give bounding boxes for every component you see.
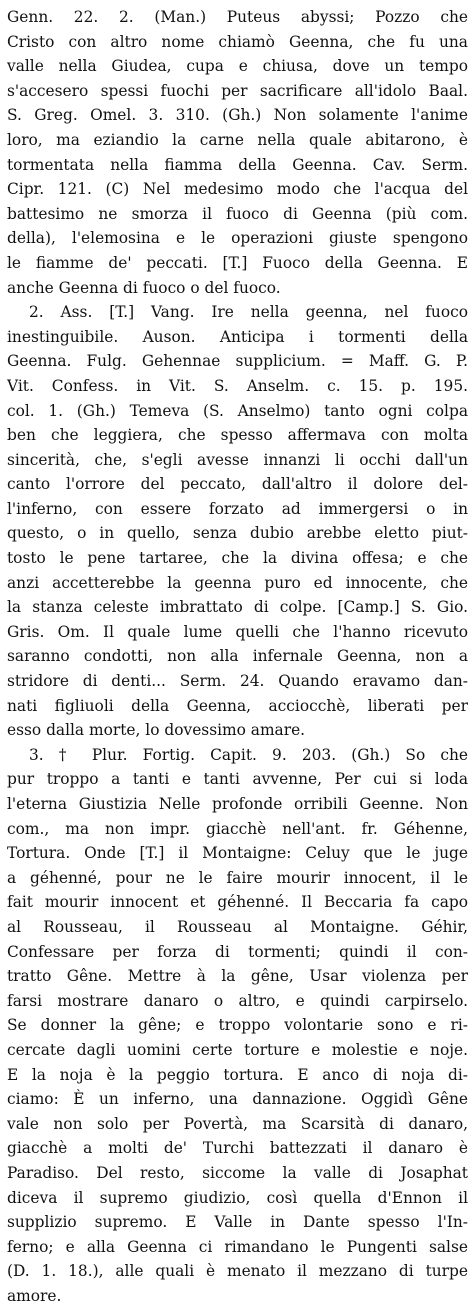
text-line: saranno condotti, non alla infernale Geenna, non a — [7, 647, 468, 666]
text-line: (D. 1. 18.), alle quali è menato il mezzano di turpe — [7, 1262, 468, 1281]
text-line: farsi mostrare danaro o altro, e quindi carpirselo. — [7, 991, 468, 1010]
text-line: pur troppo a tanti e tanti avvenne, Per cui si loda — [7, 770, 468, 789]
text-line: Cipr. 121. (C) Nel medesimo modo che l'acqua del — [7, 180, 468, 199]
entry-geenna-plur — [7, 743, 468, 1308]
text-line: l'eterna Giustizia Nelle profonde orribili Geenne. Non — [7, 795, 468, 813]
text-line: amore. — [7, 1286, 62, 1305]
text-line: la stanza celeste imbrattato di colpe. [Camp.] S. Gio. — [7, 598, 468, 617]
text-line: nati figliuoli della Geenna, acciocchè, liberati per — [7, 696, 468, 715]
text-line: Se donner la gêne; e troppo volontarie sono e ri- — [7, 1016, 468, 1035]
text-line: Confessare per forza di tormenti; quindi il con- — [7, 942, 468, 961]
text-line: ciamo: È un inferno, una dannazione. Oggidì Gêne — [7, 1090, 468, 1109]
text-line: giacchè a molti de' Turchi battezzati il danaro è — [7, 1139, 468, 1158]
text-line: stridore di denti... Serm. 24. Quando eravamo dan- — [7, 672, 468, 691]
text-line: Gris. Om. Il quale lume quelli che l'hanno ricevuto — [7, 622, 468, 641]
text-line: Tortura. Onde [T.] il Montaigne: Celuy que le juge — [7, 844, 468, 863]
text-line: valle nella Giudea, cupa e chiusa, dove un tempo — [7, 57, 468, 76]
text-line: Genn. 22. 2. (Man.) Puteus abyssi; Pozzo che — [7, 8, 468, 26]
text-line: battesimo ne smorza il fuoco di Geenna (più com. — [7, 204, 468, 223]
text-line: ben che leggiera, che spesso affermava con molta — [7, 426, 468, 445]
text-line: diceva il supremo giudizio, così quella d'Ennon il — [7, 1188, 468, 1207]
text-line: supplizio supremo. E Valle in Dante spesso l'In- — [7, 1213, 468, 1232]
text-line: 2. Ass. [T.] Vang. Ire nella geenna, nel fuoco — [29, 303, 468, 322]
text-line: Vit. Confess. in Vit. S. Anselm. c. 15. p. 195. — [7, 376, 468, 395]
entry-geenna-ass — [7, 300, 468, 743]
text-line: al Rousseau, il Rousseau al Montaigne. Géhir, — [7, 917, 468, 936]
text-line: cercate dagli uomini certe torture e molestie e noje. — [7, 1040, 468, 1059]
text-line: sincerità, che, s'egli avesse innanzi li occhi dall'un — [7, 450, 468, 469]
text-line: Cristo con altro nome chiamò Geenna, che fu una — [7, 32, 468, 51]
text-line: esso dalla morte, lo dovessimo amare. — [7, 721, 306, 740]
text-line: tosto le pene tartaree, che la divina offesa; e che — [7, 549, 468, 568]
text-line: col. 1. (Gh.) Temeva (S. Anselmo) tanto ogni colpa — [7, 401, 468, 420]
text-line: l'inferno, con essere forzato ad immergersi o in — [7, 499, 468, 518]
text-line: loro, ma eziandio la carne nella quale abitarono, è — [7, 130, 468, 149]
text-line: 3. † Plur. Fortig. Capit. 9. 203. (Gh.) So che — [29, 745, 468, 764]
text-line: Geenna. Fulg. Gehennae supplicium. = Maff. G. P. — [7, 352, 468, 371]
text-line: com., ma non impr. giacchè nell'ant. fr. Géhenne, — [7, 819, 468, 838]
text-line: della), l'elemosina e le operazioni giuste spengono — [7, 229, 468, 248]
text-line: a géhenné, pour ne le faire mourir innocent, il le — [7, 868, 468, 887]
text-line: tormentata nella fiamma della Geenna. Cav. Serm. — [7, 155, 468, 174]
text-line: s'accesero spessi fuochi per sacrificare all'idolo Baal. — [7, 81, 468, 100]
text-line: tratto Gêne. Mettre à la gêne, Usar violenza per — [7, 967, 468, 986]
entry-geenna-sense-2 — [7, 5, 468, 300]
text-line: Paradiso. Del resto, siccome la valle di Josaphat — [7, 1163, 468, 1182]
text-line: ferno; e alla Geenna ci rimandano le Pungenti salse — [7, 1237, 468, 1256]
text-line: le fiamme de' peccati. [T.] Fuoco della Geenna. E — [7, 253, 468, 272]
text-line: inestinguibile. Auson. Anticipa i tormenti della — [7, 327, 468, 346]
text-line: questo, o in quello, senza dubio arebbe eletto piut- — [7, 524, 468, 543]
text-line: E la noja è la peggio tortura. E anco di noja di- — [7, 1065, 468, 1084]
text-line: S. Greg. Omel. 3. 310. (Gh.) Non solamente l'anime — [7, 106, 468, 125]
text-line: fait mourir innocent et géhenné. Il Beccaria fa capo — [7, 893, 468, 912]
text-line: canto l'orrore del peccato, dall'altro il dolore del- — [7, 475, 468, 494]
text-line: vale non solo per Povertà, ma Scarsità di danaro, — [7, 1114, 468, 1133]
text-line: anzi accetterebbe la geenna puro ed innocente, che — [7, 573, 468, 592]
text-line: anche Geenna di fuoco o del fuoco. — [7, 278, 281, 297]
